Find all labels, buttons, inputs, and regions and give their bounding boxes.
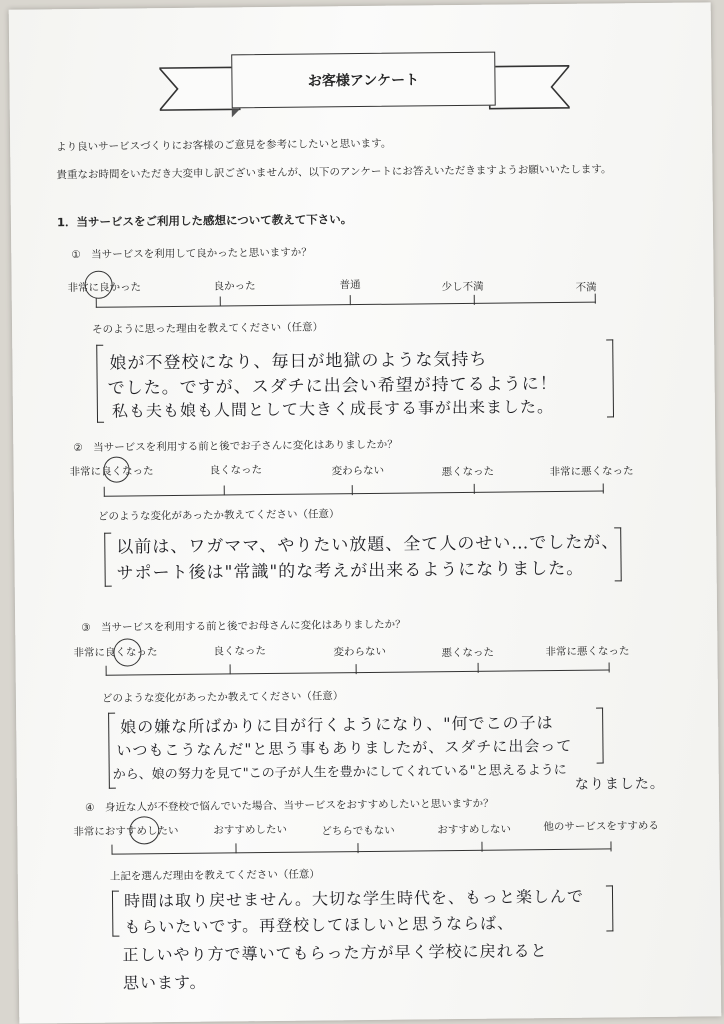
intro-line-1: より良いサービスづくりにお客様のご意見を参考にしたいと思います。: [56, 137, 392, 154]
answer-bracket-right: [596, 708, 604, 764]
scale-label: 非常におすすめしたい: [73, 824, 179, 839]
scale-label: おすすめしない: [437, 823, 511, 837]
rating-scale-line: [96, 302, 596, 308]
scale-tick: [224, 485, 225, 495]
scale-tick: [220, 296, 221, 306]
scale-label: 非常に悪くなった: [545, 645, 630, 659]
handwritten-answer-line: 時間は取り戻せません。大切な学生時代を、もっと楽しんで: [123, 886, 585, 911]
handwritten-answer-line: から、娘の努力を見て"この子が人生を豊かにしてくれている"と思えるように: [112, 762, 567, 783]
section-heading: 1．当サービスをご利用した感想について教えて下さい。: [56, 212, 353, 230]
answer-bracket-right: [606, 339, 614, 417]
handwritten-answer-line: なりました。: [574, 775, 665, 793]
reason-label: 上記を選んだ理由を教えてください（任意）: [109, 868, 320, 883]
handwritten-answer-line: サポート後は"常識"的な考えが出来るようになりました。: [116, 558, 585, 584]
handwritten-answer-line: いつもこうなんだ"と思う事もありましたが、スダチに出会って: [116, 736, 573, 760]
scale-label: 非常に良くなった: [73, 646, 158, 660]
question-2: ② 当サービスを利用する前と後でお子さんに変化はありましたか？: [73, 438, 398, 455]
handwritten-answer-line: 正しいやり方で導いてもらった方が早く学校に戻れると: [122, 941, 548, 965]
reason-label: そのように思った理由を教えてください（任意）: [92, 321, 324, 336]
handwritten-answer-line: 以前は、ワガママ、やりたい放題、全て人のせい…でしたが、: [116, 532, 620, 558]
scale-label: 非常に悪くなった: [549, 465, 634, 479]
scale-label: おすすめしたい: [213, 823, 287, 837]
scale-label: 悪くなった: [441, 646, 495, 660]
scale-tick: [96, 298, 97, 308]
reason-label: どのような変化があったか教えてください（任意）: [97, 508, 340, 523]
answer-bracket-left: [96, 345, 104, 423]
scale-tick: [352, 485, 353, 495]
scale-tick: [474, 484, 475, 494]
selected-circle: [113, 638, 141, 666]
handwritten-answer-line: もらいたいです。再登校してほしいと思うならば、: [124, 913, 515, 937]
handwritten-answer-line: でした。ですが、スダチに出会い希望が持てるように！: [107, 373, 558, 399]
scale-tick: [478, 663, 479, 673]
handwritten-answer-line: 思います。: [122, 972, 207, 993]
rating-scale-line: [112, 848, 612, 854]
intro-line-2: 貴重なお時間をいただき大変申し訳ございませんが、以下のアンケートにお答えいただきますようお願いいたします。: [56, 163, 612, 182]
scale-label: 少し不満: [441, 280, 484, 294]
rating-scale-line: [104, 490, 604, 496]
scale-tick: [603, 483, 604, 493]
scale-tick: [230, 664, 231, 674]
scale-label: どちらでもない: [321, 824, 395, 838]
question-4: ④ 身近な人が不登校で悩んでいた場合、当サービスをおすすめしたいと思いますか？: [85, 797, 494, 814]
scale-tick: [111, 845, 112, 855]
handwritten-answer-line: 娘の嫌な所ばかりに目が行くようになり、"何でこの子は: [120, 713, 554, 737]
scale-tick: [610, 841, 611, 851]
scale-tick: [481, 842, 482, 852]
scale-tick: [350, 295, 351, 305]
page-title: お客様アンケート: [231, 52, 496, 109]
scale-tick: [356, 664, 357, 674]
scale-tick: [595, 294, 596, 304]
scale-tick: [609, 662, 610, 672]
scale-label: 変わらない: [331, 464, 385, 478]
scale-tick: [104, 487, 105, 497]
scale-tick: [474, 295, 475, 305]
scale-label: 非常に良くなった: [69, 465, 154, 479]
selected-circle: [129, 816, 159, 844]
scale-label: 良かった: [213, 280, 256, 293]
handwritten-answer-line: 娘が不登校になり、毎日が地獄のような気持ち: [109, 349, 488, 374]
rating-scale-line: [106, 669, 610, 675]
scale-tick: [235, 843, 236, 853]
selected-circle: [103, 456, 129, 482]
handwritten-answer-line: 私も夫も娘も人間として大きく成長する事が出来ました。: [111, 397, 555, 421]
answer-bracket-left: [112, 891, 119, 937]
survey-sheet: [9, 2, 722, 1023]
scale-label: 良くなった: [213, 645, 267, 658]
scale-label: 不満: [575, 281, 597, 294]
question-1: ① 当サービスを利用して良かったと思いますか？: [71, 246, 312, 262]
scale-label: 非常に良かった: [67, 281, 142, 295]
answer-bracket-right: [606, 885, 613, 931]
selected-circle: [84, 271, 112, 299]
scale-tick: [106, 666, 107, 676]
scale-label: 普通: [339, 279, 361, 292]
answer-bracket-left: [104, 533, 112, 587]
scale-label: 悪くなった: [441, 465, 495, 479]
scale-label: 良くなった: [209, 464, 263, 477]
question-3: ③ 当サービスを利用する前と後でお母さんに変化はありましたか？: [81, 618, 406, 634]
reason-label: どのような変化があったか教えてください（任意）: [101, 690, 344, 705]
scale-label: 変わらない: [333, 645, 387, 659]
scale-label: 他のサービスをすすめる: [543, 819, 659, 834]
scale-tick: [357, 843, 358, 853]
